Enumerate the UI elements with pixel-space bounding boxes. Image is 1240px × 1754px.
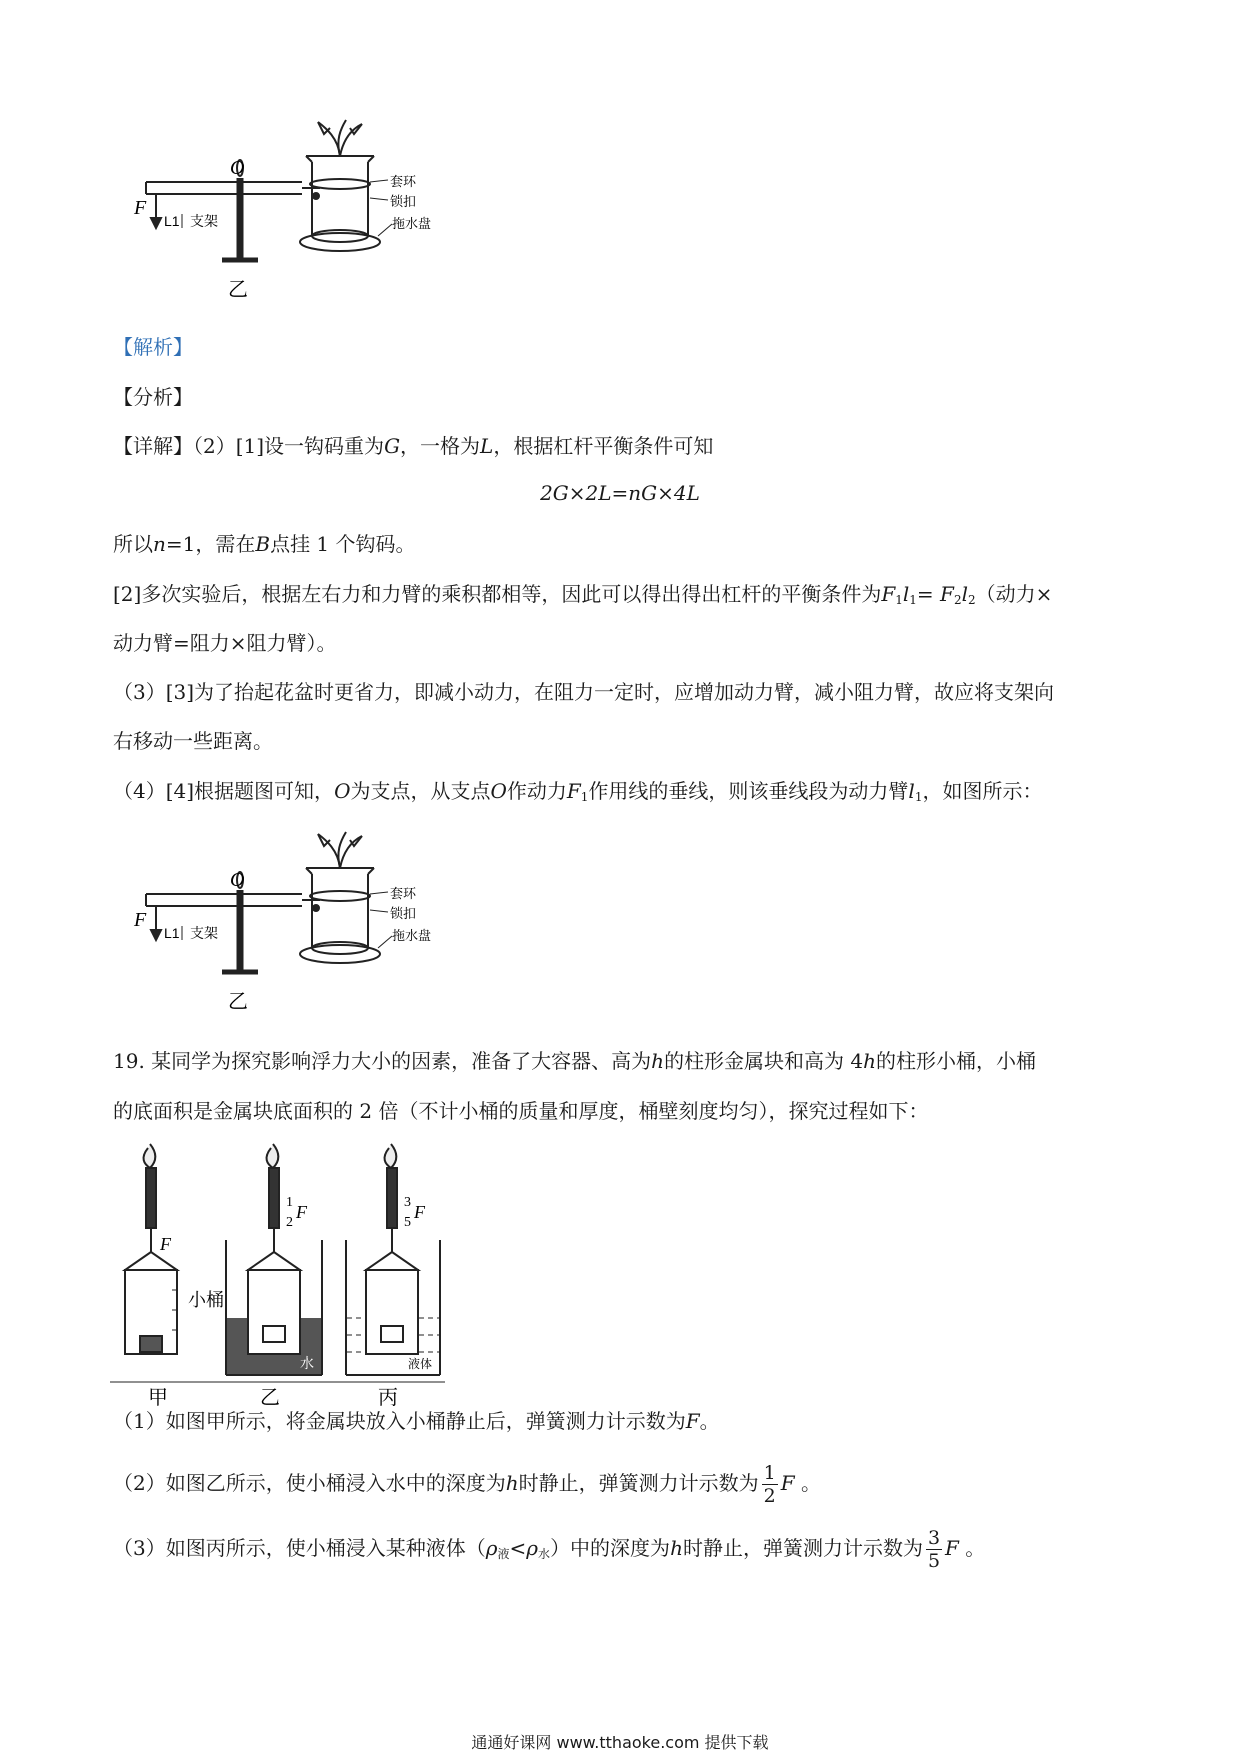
ring-label: 套环 bbox=[390, 175, 417, 190]
q19-step-1 bbox=[113, 1407, 720, 1435]
p2-a: [2]多次实验后，根据左右力和力臂的乘积都相等，因此可以得出得出杠杆的平衡条件为 bbox=[113, 582, 882, 606]
q19-line-2: 的底面积是金属块底面积的 2 倍（不计小桶的质量和厚度，桶壁刻度均匀），探究过程如下： bbox=[113, 1099, 929, 1123]
detail-intro: （2）[1]设一钩码重为 bbox=[193, 434, 385, 458]
caption-b: 乙 bbox=[260, 1385, 280, 1409]
stand-label: 支架 bbox=[190, 214, 218, 230]
detail-line-6: 右移动一些距离。 bbox=[113, 729, 273, 753]
buckle-label: 锁扣 bbox=[390, 195, 417, 210]
fig-F-label: F bbox=[296, 1202, 307, 1222]
bucket-label: 小桶 bbox=[188, 1290, 224, 1311]
s3-c: 时静止，弹簧测力计示数为 bbox=[682, 1536, 923, 1560]
ring-label: 套环 bbox=[390, 887, 417, 902]
page-footer: 通通好课网 www.tthaoke.com 提供下载 bbox=[471, 1733, 769, 1752]
var-h: h bbox=[651, 1049, 665, 1073]
caption-a: 甲 bbox=[148, 1385, 168, 1409]
var-h: h bbox=[863, 1049, 877, 1073]
liquid-label: 液体 bbox=[408, 1357, 433, 1371]
q19-step-2 bbox=[113, 1455, 821, 1511]
q19-c: 的柱形小桶，小桶 bbox=[876, 1049, 1037, 1073]
s1-a: （1）如图甲所示，将金属块放入小桶静止后，弹簧测力计示数为 bbox=[113, 1409, 686, 1433]
s2-b: 时静止，弹簧测力计示数为 bbox=[518, 1471, 759, 1495]
var-F: F bbox=[685, 1409, 700, 1433]
jiexi-heading: 【解析】 bbox=[113, 335, 193, 359]
s3-a: （3）如图丙所示，使小桶浸入某种液体（ bbox=[113, 1536, 486, 1560]
equation-text: 2G×2L=nG×4L bbox=[540, 481, 700, 505]
fig-F-label: F bbox=[414, 1202, 425, 1222]
tray-label: 拖水盘 bbox=[392, 929, 432, 944]
p4-d: 作用线的垂线，则该垂线段为动力臂 bbox=[588, 779, 909, 803]
s1-b: 。 bbox=[699, 1409, 720, 1433]
rho-symbol: ρ bbox=[485, 1536, 498, 1560]
detail-line-5: （3）[3]为了抬起花盆时更省力，即减小动力，在阻力一定时，应增加动力臂，减小阻力臂，故应将支架向 bbox=[113, 680, 1055, 704]
rho-liquid-sub: 液 bbox=[497, 1547, 510, 1561]
tray-label: 拖水盘 bbox=[392, 217, 432, 232]
q19-a: 19. 某同学为探究影响浮力大小的因素，准备了大容器、高为 bbox=[113, 1049, 652, 1073]
period: 。 bbox=[800, 1471, 821, 1495]
three-den: 5 bbox=[404, 1215, 411, 1230]
p4-e: ，如图所示： bbox=[922, 779, 1043, 803]
less-than: < bbox=[509, 1536, 527, 1560]
s2-a: （2）如图乙所示，使小桶浸入水中的深度为 bbox=[113, 1471, 506, 1495]
three-num: 3 bbox=[404, 1195, 411, 1210]
q19-line-1 bbox=[113, 1047, 1036, 1075]
arm-label: L1 bbox=[164, 925, 180, 941]
var-n: n bbox=[153, 532, 166, 556]
buoyancy-figure bbox=[110, 1140, 470, 1409]
so-pre: 所以 bbox=[113, 532, 153, 556]
detail-line-1 bbox=[113, 432, 713, 460]
p4-a: （4）[4]根据题图可知， bbox=[113, 779, 335, 803]
buckle-label: 锁扣 bbox=[390, 907, 417, 922]
so-post: 点挂 1 个钩码。 bbox=[270, 532, 416, 556]
figure-caption: 乙 bbox=[228, 989, 248, 1013]
force-label: F bbox=[134, 909, 147, 931]
var-h: h bbox=[505, 1471, 519, 1495]
var-F: F bbox=[780, 1471, 795, 1495]
p4-c: 作动力 bbox=[506, 779, 567, 803]
stand-label: 支架 bbox=[190, 926, 218, 942]
p4-O1: O bbox=[334, 779, 351, 803]
var-h: h bbox=[670, 1536, 683, 1560]
fenxi-heading: 【分析】 bbox=[113, 385, 193, 409]
balance-equation bbox=[0, 481, 1240, 505]
q19-step-3 bbox=[113, 1520, 985, 1582]
period: 。 bbox=[965, 1536, 986, 1560]
detail-line-4: 动力臂=阻力×阻力臂）。 bbox=[113, 631, 337, 655]
figure-caption: 乙 bbox=[228, 277, 248, 301]
lever-figure-1 bbox=[134, 118, 440, 303]
p4-b: 为支点，从支点 bbox=[350, 779, 491, 803]
detail-tag: 【详解】 bbox=[113, 434, 193, 458]
detail-comma: ，一格为 bbox=[400, 434, 481, 458]
water-label: 水 bbox=[300, 1356, 314, 1372]
var-L: L bbox=[480, 434, 494, 458]
arm-label: L1 bbox=[164, 213, 180, 229]
var-G: G bbox=[384, 434, 401, 458]
var-B: B bbox=[255, 532, 271, 556]
force-label: F bbox=[134, 197, 147, 219]
detail-line-3: [2]多次实验后，根据左右力和力臂的乘积都相等，因此可以得出得出杠杆的平衡条件为$F_1l_1= F_2l_2$（动力× bbox=[113, 582, 1053, 607]
half-den: 2 bbox=[286, 1215, 293, 1230]
p2-b: （动力× bbox=[975, 582, 1053, 606]
fraction-half: $\frac{1}{2}$ bbox=[763, 1462, 776, 1507]
rho-symbol: ρ bbox=[526, 1536, 539, 1560]
s3-b: ）中的深度为 bbox=[550, 1536, 671, 1560]
so-mid: =1，需在 bbox=[165, 532, 256, 556]
p4-O2: O bbox=[490, 779, 507, 803]
fraction-three-fifths: $\frac{3}{5}$ bbox=[927, 1527, 941, 1572]
detail-line-7: （4）[4]根据题图可知，O为支点，从支点O作动力$F_1$作用线的垂线，则该垂线段为动力臂$l_1$，如图所示： bbox=[113, 779, 1043, 804]
lever-figure-2 bbox=[134, 830, 440, 1015]
pivot-label: O bbox=[230, 157, 245, 179]
half-num: 1 bbox=[286, 1195, 293, 1210]
var-F: F bbox=[945, 1536, 959, 1560]
rho-water-sub: 水 bbox=[538, 1547, 551, 1561]
detail-intro-2: ，根据杠杆平衡条件可知 bbox=[493, 434, 714, 458]
pivot-label: O bbox=[230, 869, 245, 891]
detail-line-2 bbox=[113, 530, 416, 558]
caption-c: 丙 bbox=[378, 1385, 398, 1409]
fig-F-label: F bbox=[160, 1234, 171, 1254]
q19-b: 的柱形金属块和高为 4 bbox=[664, 1049, 864, 1073]
